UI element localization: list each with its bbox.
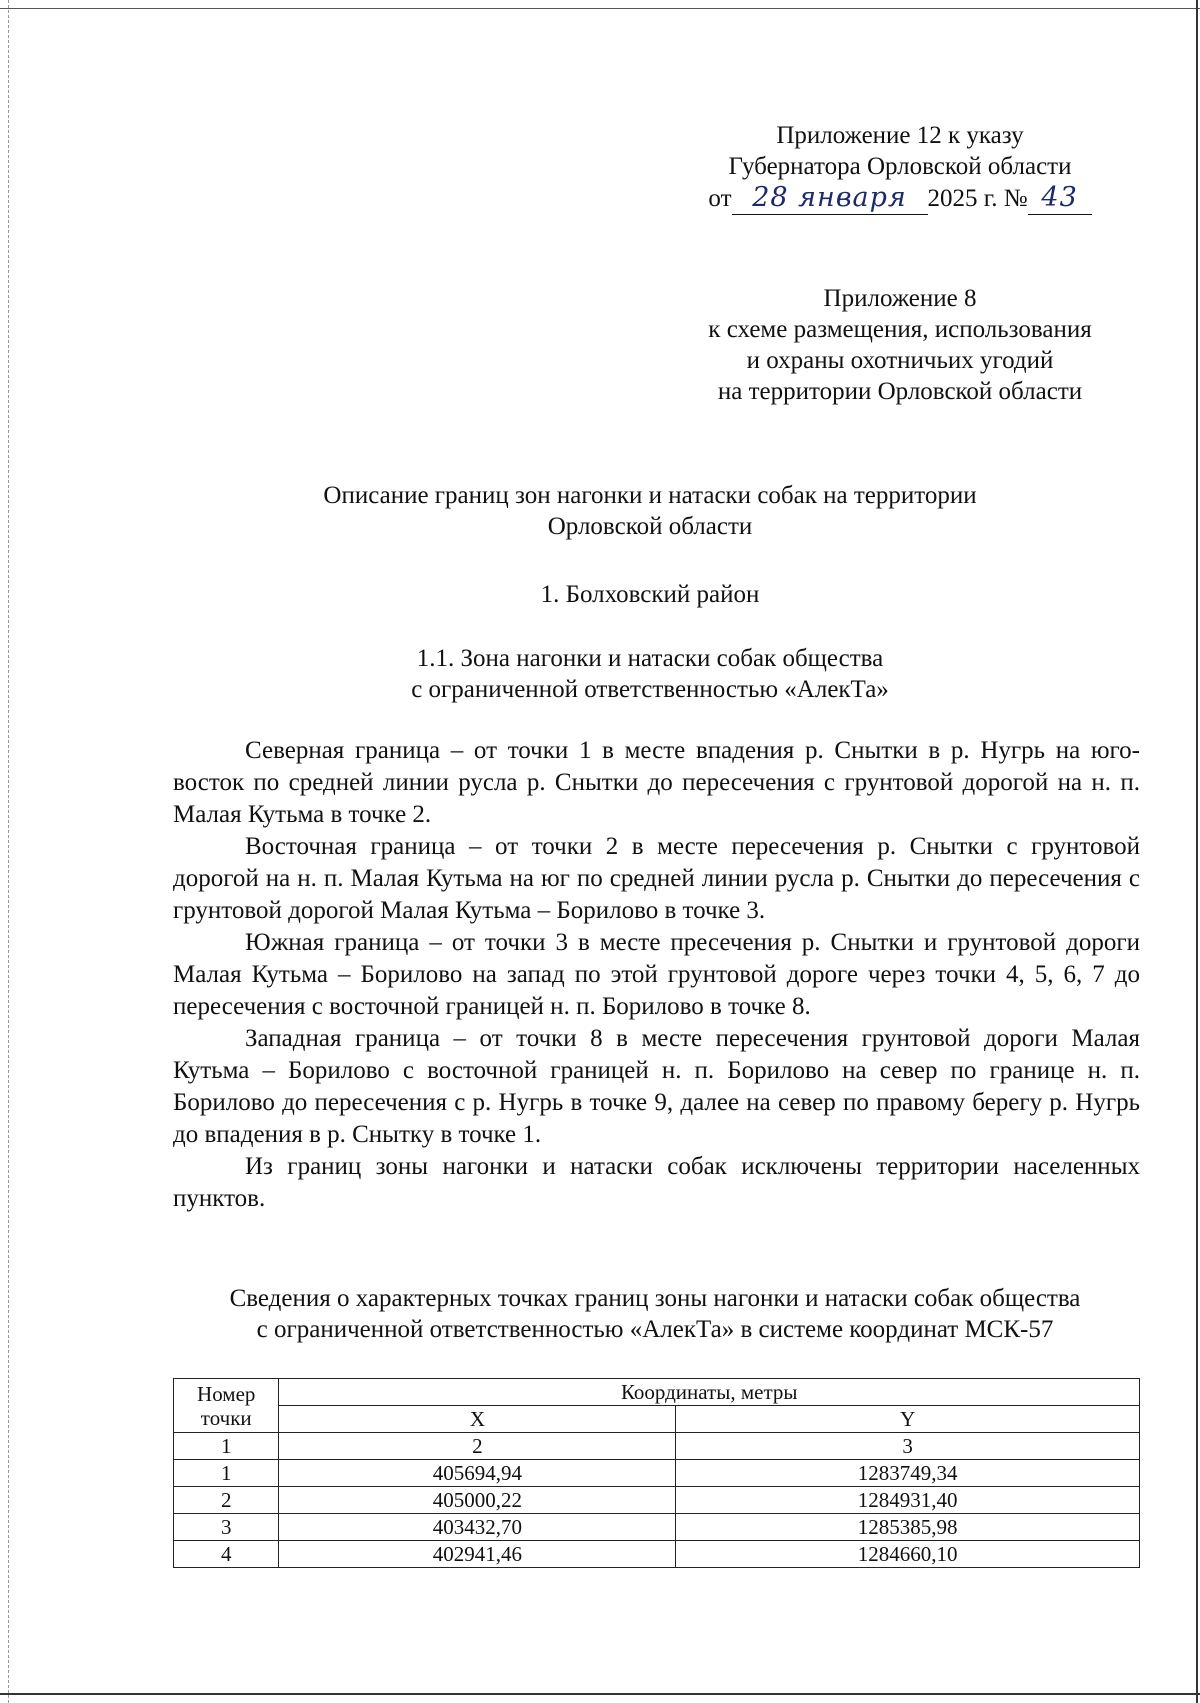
- appendix-12-line1: Приложение 12 к указу: [776, 122, 1024, 149]
- index-cell: 1: [174, 1433, 279, 1460]
- scan-border-right: [1196, 0, 1198, 1703]
- header-point-number: [174, 1379, 279, 1433]
- appendix-8-line4: на территории Орловской области: [717, 378, 1083, 405]
- scan-border-bottom: [0, 1693, 1200, 1695]
- point-number-cell: 4: [174, 1541, 279, 1568]
- table-index-row: [174, 1433, 1140, 1460]
- table-subheader-row: [174, 1406, 1140, 1433]
- paragraph-west: Западная граница – от точки 8 в месте пересечения грунтовой дороги Малая Кутьма – Борилово с восточной границей н. п. Борилово на север по границе н. п. Борилово до пересечения с р. Нугрь в точке 9, далее на север по правому берегу р. Нугрь до впадения в р. Снытку в точке 1.: [173, 1025, 1140, 1148]
- date-field: [732, 182, 928, 215]
- x-cell: 405000,22: [279, 1487, 676, 1514]
- table-row: [174, 1460, 1140, 1487]
- paragraph-south: Южная граница – от точки 3 в месте пресечения р. Снытки и грунтовой дороги Малая Кутьма – Борилово на запад по этой грунтовой дороге через точки 4, 5, 6, 7 до пересечения с восточной границей н. п. Борилово в точке 8.: [173, 929, 1140, 1020]
- x-cell: 405694,94: [279, 1460, 676, 1487]
- index-cell: 3: [676, 1433, 1140, 1460]
- zone-heading-line2: с ограниченной ответственностью «АлекТа»: [411, 676, 889, 703]
- appendix-8-line1: Приложение 8: [823, 285, 977, 312]
- point-number-cell: 2: [174, 1487, 279, 1514]
- y-cell: 1284931,40: [676, 1487, 1140, 1514]
- table-title-line2: с ограниченной ответственностью «АлекТа» в системе координат МСК-57: [256, 1316, 1054, 1343]
- boundary-description: [173, 735, 1140, 1215]
- handwritten-date: 28 января: [752, 182, 907, 213]
- index-cell: 2: [279, 1433, 676, 1460]
- header-coordinates: Координаты, метры: [279, 1379, 1140, 1406]
- appendix-8-line3: и охраны охотничьих угодий: [746, 347, 1054, 374]
- appendix-12-header: [680, 120, 1120, 215]
- date-prefix: от: [708, 185, 732, 212]
- header-point-number-line2: точки: [200, 1405, 252, 1430]
- header-x: X: [279, 1406, 676, 1433]
- decree-date-line: [680, 182, 1120, 215]
- header-point-number-line1: Номер: [197, 1381, 256, 1406]
- table-row: [174, 1514, 1140, 1541]
- paragraph-exclusion: Из границ зоны нагонки и натаски собак исключены территории населенных пунктов.: [173, 1153, 1140, 1212]
- zone-heading-line1: 1.1. Зона нагонки и натаски собак общества: [416, 645, 884, 672]
- table-title-line1: Сведения о характерных точках границ зоны нагонки и натаски собак общества: [229, 1285, 1081, 1312]
- document-title: [170, 480, 1130, 542]
- number-field: [1028, 182, 1092, 215]
- appendix-12-line2: Губернатора Орловской области: [728, 153, 1072, 180]
- header-y: Y: [676, 1406, 1140, 1433]
- table-title: [160, 1283, 1150, 1345]
- scan-border-top: [0, 8, 1200, 9]
- point-number-cell: 3: [174, 1514, 279, 1541]
- appendix-8-line2: к схеме размещения, использования: [708, 316, 1092, 343]
- district-heading: 1. Болховский район: [540, 581, 760, 608]
- point-number-cell: 1: [174, 1460, 279, 1487]
- table-row: [174, 1541, 1140, 1568]
- table-row: [174, 1487, 1140, 1514]
- scan-border-left: [8, 0, 10, 1703]
- y-cell: 1283749,34: [676, 1460, 1140, 1487]
- y-cell: 1284660,10: [676, 1541, 1140, 1568]
- paragraph-east: Восточная граница – от точки 2 в месте пересечения р. Снытки с грунтовой дорогой на н. п. Малая Кутьма на юг по средней линии русла р. Снытки до пересечения с грунтовой дорогой Малая Кутьма – Борилово в точке 3.: [173, 833, 1140, 924]
- table-header-row: [174, 1379, 1140, 1406]
- document-title-line1: Описание границ зон нагонки и натаски собак на территории: [323, 482, 977, 509]
- x-cell: 402941,46: [279, 1541, 676, 1568]
- y-cell: 1285385,98: [676, 1514, 1140, 1541]
- year-number-label: 2025 г. №: [927, 185, 1028, 212]
- document-title-line2: Орловской области: [547, 513, 753, 540]
- handwritten-number: 43: [1041, 182, 1078, 213]
- x-cell: 403432,70: [279, 1514, 676, 1541]
- coordinates-table: [173, 1378, 1140, 1568]
- zone-heading: [170, 643, 1130, 705]
- paragraph-north: Северная граница – от точки 1 в месте впадения р. Снытки в р. Нугрь на юго-восток по средней линии русла р. Снытки до пересечения с грунтовой дорогой на н. п. Малая Кутьма в точке 2.: [173, 737, 1140, 828]
- appendix-8-header: [660, 283, 1140, 407]
